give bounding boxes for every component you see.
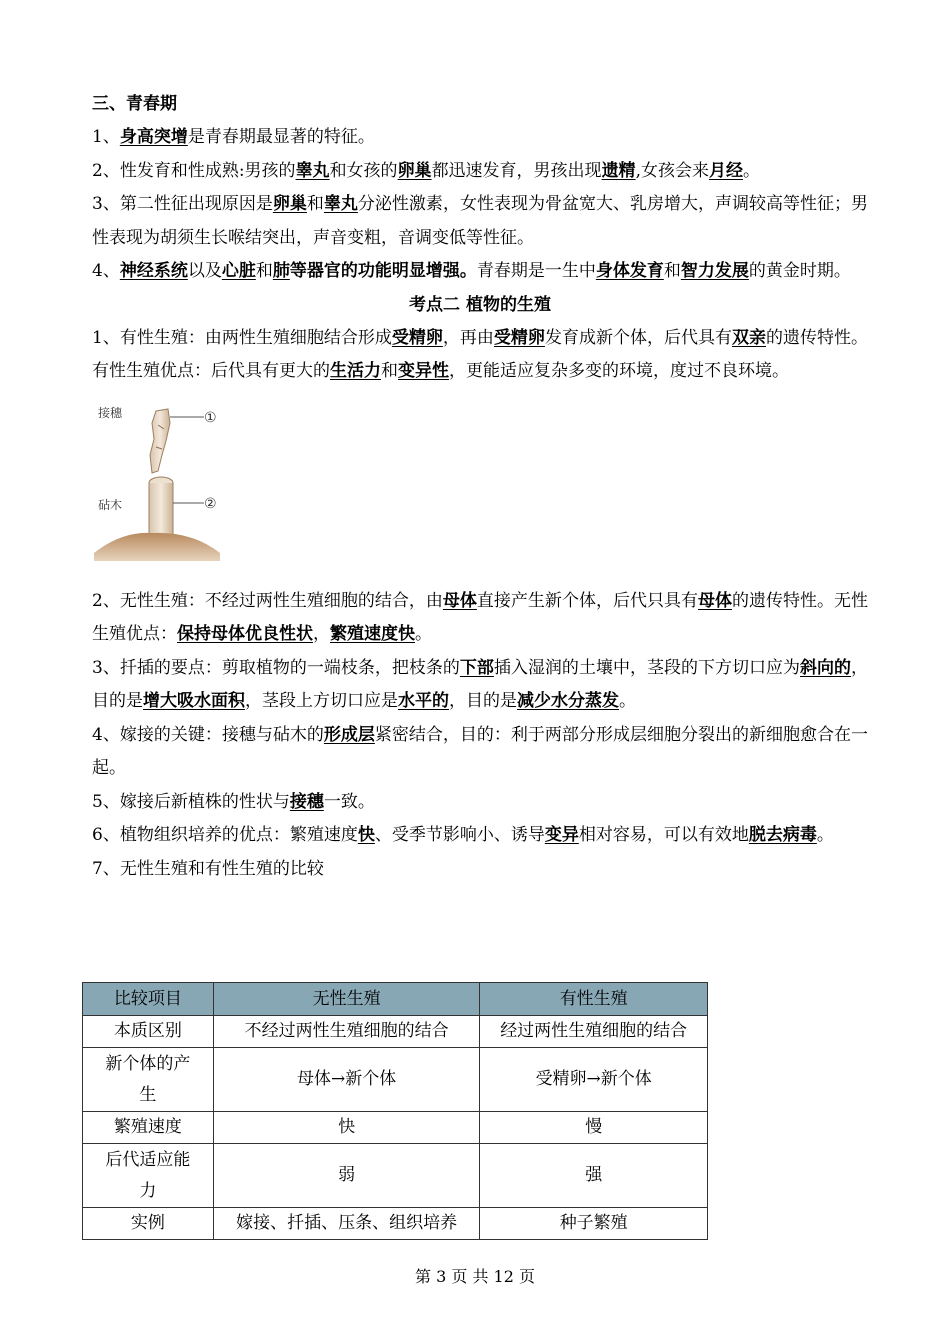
text: 。: [619, 691, 636, 711]
label-scion: 接穗: [98, 405, 123, 420]
keyword: 母体: [442, 590, 477, 611]
keyword: 斜向的: [800, 657, 852, 678]
text: 和女孩的: [329, 160, 398, 181]
keyword: 脱去病毒: [748, 825, 817, 845]
table-row: [83, 1016, 708, 1048]
table-header-row: [83, 983, 708, 1016]
comparison-table: [82, 982, 708, 1240]
text: ，再由: [442, 327, 494, 348]
table-cell: 种子繁殖: [480, 1208, 708, 1240]
text: 紧密结合，目的：利于两部分形成层细胞分裂出的新细胞愈合在一起。: [92, 724, 868, 778]
keyword: 繁殖速度快: [330, 624, 415, 644]
keyword: 变异: [544, 825, 579, 845]
keyword: 双亲: [731, 327, 766, 348]
table-cell: 后代适应能力: [83, 1144, 214, 1208]
table-cell: 新个体的产生: [83, 1048, 214, 1112]
page-body: [92, 88, 869, 1233]
grafting-illustration: [92, 403, 232, 573]
text: 。: [816, 825, 834, 845]
table-cell: 快: [213, 1112, 480, 1144]
table-cell: 弱: [213, 1144, 480, 1208]
paragraph-puberty-3: [92, 188, 868, 255]
paragraph-puberty-2: [92, 155, 868, 189]
keyword: 睾丸: [323, 194, 358, 214]
text: 以及: [187, 261, 222, 281]
grafting-figure: [92, 389, 868, 585]
text: 。: [415, 624, 432, 644]
table-cell: 繁殖速度: [83, 1112, 214, 1144]
text: ，茎段上方切口应是: [245, 691, 398, 711]
item-number: 3、: [92, 657, 120, 678]
text: ,女孩会来: [635, 160, 709, 181]
keyword: 受精卵: [391, 327, 443, 348]
text: 无性生殖和有性生殖的比较: [119, 858, 324, 879]
text: 的遗传特性。无性生殖优点：: [92, 590, 869, 644]
keyword: 接穗: [289, 791, 324, 812]
keyword: 保持母体优良性状: [177, 624, 313, 644]
table-row: [83, 1144, 708, 1208]
item-number: 1、: [92, 127, 120, 147]
keyword: 睾丸: [295, 160, 330, 181]
text: 发育成新个体，后代具有: [544, 327, 732, 348]
item-number: 5、: [92, 791, 120, 812]
keyword: 下部: [459, 657, 494, 678]
text: 、受季节影响小、诱导: [374, 825, 545, 845]
text: 和: [381, 361, 398, 381]
text: 是青春期最显著的特征。: [187, 127, 375, 147]
item-number: 1、: [92, 327, 120, 348]
text: ，目的是: [92, 657, 869, 711]
text: 的遗传特性。有性生殖优点：后代具有更大的: [92, 327, 869, 381]
text: 的黄金时期。: [748, 261, 851, 281]
table-cell: 经过两性生殖细胞的结合: [480, 1016, 708, 1048]
text: 插入湿润的土壤中，茎段的下方切口应为: [493, 657, 800, 678]
paragraph-plant-3: [92, 652, 868, 719]
mark-1: ①: [204, 409, 217, 426]
text: ，目的是: [449, 691, 517, 711]
text: 无性生殖：不经过两性生殖细胞的结合，由: [119, 590, 443, 611]
item-number: 4、: [92, 261, 120, 281]
text: 相对容易，可以有效地: [578, 825, 749, 845]
keyword: 身高突增: [119, 127, 188, 147]
text: ，更能适应复杂多变的环境，度过不良环境。: [449, 361, 789, 381]
text: 等器官的功能明显增强。: [289, 261, 477, 281]
page-footer: 第 3 页 共 12 页: [415, 1267, 535, 1286]
paragraph-plant-5: [92, 786, 868, 820]
keyword: 形成层: [323, 724, 375, 745]
keyword: 生活力: [330, 361, 381, 381]
text: 第二性征出现原因是: [119, 194, 273, 214]
text: 嫁接后新植株的性状与: [119, 791, 290, 812]
text: 都迅速发育，男孩出现: [431, 160, 602, 181]
keyword: 肺: [272, 261, 290, 281]
table-cell: 母体→新个体: [213, 1048, 480, 1112]
paragraph-plant-4: [92, 719, 868, 786]
keyword: 水平的: [398, 691, 449, 711]
keyword: 神经系统: [119, 261, 188, 281]
text: 和: [255, 261, 273, 281]
keyword: 受精卵: [493, 327, 545, 348]
table-cell: 强: [480, 1144, 708, 1208]
section-title-plant-reproduction: 考点二 植物的生殖: [409, 294, 551, 315]
table-header: 有性生殖: [480, 983, 708, 1016]
table-row: [83, 1048, 708, 1112]
text: 扦插的要点：剪取植物的一端枝条，把枝条的: [119, 657, 460, 678]
text: 青春期是一生中: [476, 261, 596, 281]
mark-2: ②: [204, 495, 217, 512]
text: 和: [306, 194, 324, 214]
item-number: 7、: [92, 858, 120, 879]
text: 植物组织培养的优点：繁殖速度: [119, 825, 358, 845]
paragraph-plant-7: [92, 853, 868, 887]
keyword: 变异性: [398, 361, 449, 381]
label-rootstock: 砧木: [98, 497, 123, 512]
item-number: 2、: [92, 590, 120, 611]
table-cell: 不经过两性生殖细胞的结合: [213, 1016, 480, 1048]
keyword: 母体: [697, 590, 732, 611]
keyword: 智力发展: [680, 261, 749, 281]
text: 和: [663, 261, 681, 281]
rootstock-shape: [149, 483, 173, 535]
text: 直接产生新个体，后代只具有: [476, 590, 698, 611]
item-number: 3、: [92, 194, 120, 214]
text: 性发育和性成熟:男孩的: [119, 160, 296, 181]
item-number: 2、: [92, 160, 120, 181]
keyword: 月经: [708, 160, 743, 181]
text: 。: [742, 160, 760, 181]
keyword: 卵巢: [397, 160, 432, 181]
keyword: 心脏: [221, 261, 256, 281]
paragraph-plant-2: [92, 585, 868, 652]
table-header: 无性生殖: [213, 983, 480, 1016]
paragraph-puberty-4: [92, 255, 868, 289]
keyword: 减少水分蒸发: [517, 691, 619, 711]
keyword: 快: [357, 825, 375, 845]
table-cell: 嫁接、扦插、压条、组织培养: [213, 1208, 480, 1240]
table-cell: 实例: [83, 1208, 214, 1240]
text: 分泌性激素，女性表现为骨盆宽大、乳房增大，声调较高等性征；男性表现为胡须生长喉结突出，声音变粗，音调变低等性征。: [92, 194, 869, 248]
keyword: 增大吸水面积: [143, 691, 245, 711]
paragraph-plant-1: [92, 322, 868, 389]
text: 有性生殖：由两性生殖细胞结合形成: [119, 327, 392, 348]
table-row: [83, 1112, 708, 1144]
keyword: 身体发育: [595, 261, 664, 281]
table-cell: 慢: [480, 1112, 708, 1144]
keyword: 卵巢: [272, 194, 307, 214]
text: ，: [313, 624, 330, 644]
item-number: 6、: [92, 825, 120, 845]
table-header: 比较项目: [83, 983, 214, 1016]
section-title-puberty: 三、青春期: [92, 94, 177, 114]
keyword: 遗精: [601, 160, 636, 181]
text: 嫁接的关键：接穗与砧木的: [119, 724, 324, 745]
table-cell: 受精卵→新个体: [480, 1048, 708, 1112]
paragraph-plant-6: [92, 819, 868, 853]
text: 一致。: [323, 791, 375, 812]
table-cell: 本质区别: [83, 1016, 214, 1048]
soil-shape: [94, 532, 220, 560]
table-row: [83, 1208, 708, 1240]
item-number: 4、: [92, 724, 120, 745]
scion-shape: [150, 409, 170, 473]
paragraph-puberty-1: [92, 121, 868, 155]
